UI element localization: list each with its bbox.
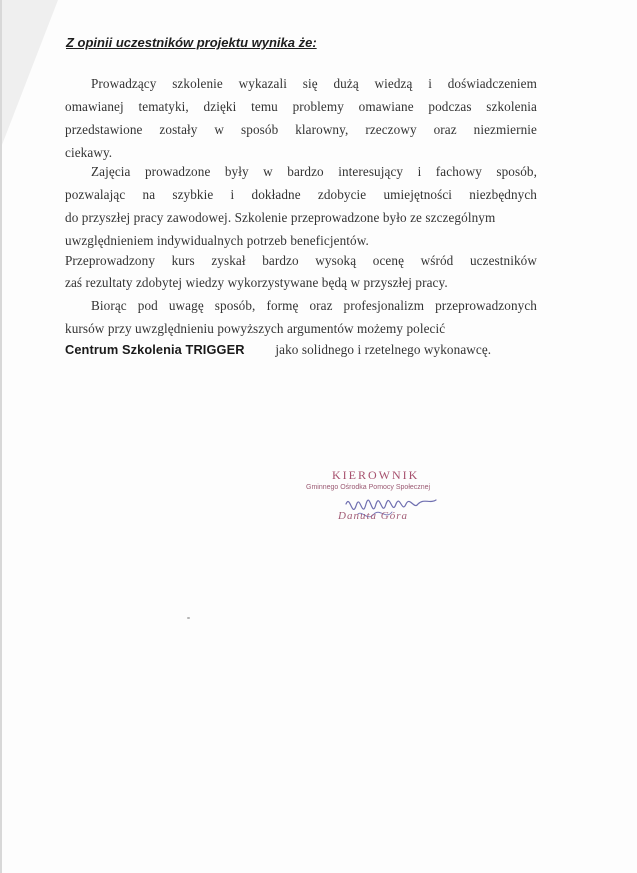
closing-text: jako solidnego i rzetelnego wykonawcę.: [275, 342, 492, 357]
page-edge: [0, 0, 2, 873]
official-stamp: [300, 468, 470, 530]
paragraph-1-line-4: ciekawy.: [65, 145, 113, 160]
section-heading: Z opinii uczestników projektu wynika że:: [66, 35, 317, 50]
paragraph-3-line-2: zaś rezultaty zdobytej wiedzy wykorzystywane będą w przyszłej pracy.: [65, 275, 448, 290]
stamp-title: KIEROWNIK: [332, 468, 420, 482]
paragraph-1-line-1: Prowadzący szkolenie wykazali się dużą wiedzą i doświadczeniem: [91, 76, 537, 91]
stamp-subtitle: Gminnego Ośrodka Pomocy Społecznej: [306, 484, 431, 491]
paragraph-2-line-4: uwzględnieniem indywidualnych potrzeb beneficjentów.: [65, 233, 369, 248]
paragraph-1-line-2: omawianej tematyki, dzięki temu problemy omawiane podczas szkolenia: [65, 99, 537, 114]
paragraph-2-line-1: Zajęcia prowadzone były w bardzo interesujący i fachowy sposób,: [91, 164, 537, 179]
company-name: Centrum Szkolenia TRIGGER: [65, 342, 245, 357]
stamp-name: Danuta Góra: [338, 510, 408, 522]
paragraph-4-line-1: Biorąc pod uwagę sposób, formę oraz profesjonalizm przeprowadzonych: [91, 298, 537, 313]
paragraph-1-line-3: przedstawione zostały w sposób klarowny, rzeczowy oraz niezmiernie: [65, 122, 537, 137]
scan-speck: [187, 617, 190, 619]
paragraph-3-line-1: Przeprowadzony kurs zyskał bardzo wysoką ocenę wśród uczestników: [65, 253, 537, 268]
paragraph-2-line-3: do przyszłej pracy zawodowej. Szkolenie przeprowadzone było ze szczególnym: [65, 210, 496, 225]
paragraph-4-line-2: kursów przy uwzględnieniu powyższych argumentów możemy polecić: [65, 321, 446, 336]
closing-line: [65, 342, 491, 358]
page-corner-fold: [0, 0, 58, 150]
paragraph-2-line-2: pozwalając na szybkie i dokładne zdobycie umiejętności niezbędnych: [65, 187, 537, 202]
